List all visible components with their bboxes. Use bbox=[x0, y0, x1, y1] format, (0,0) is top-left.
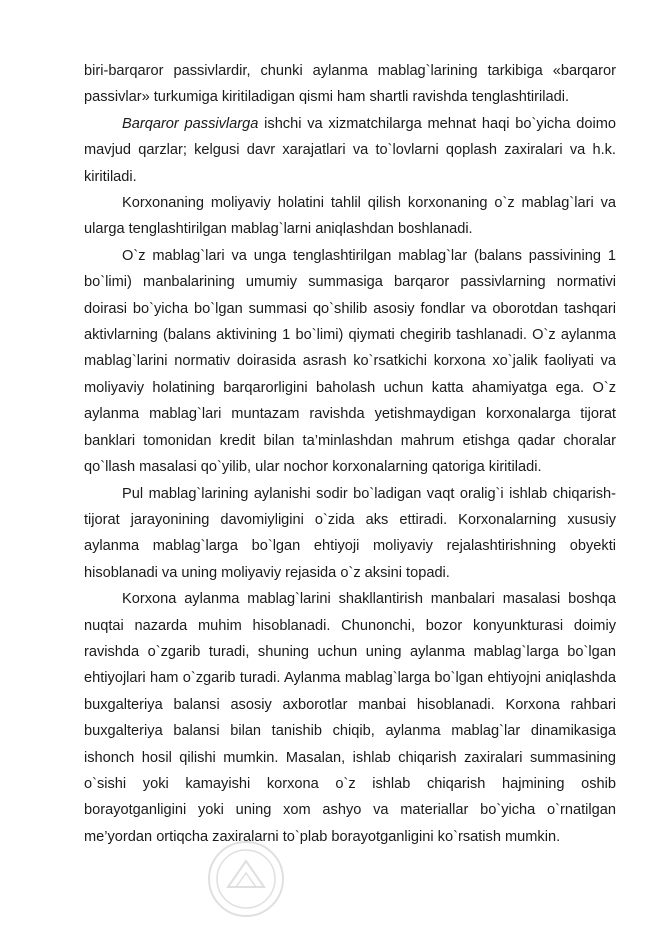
paragraph-2-term: Barqaror passivlarga bbox=[122, 115, 259, 132]
paragraph-4: O`z mablag`lari va unga tenglashtirilgan mablag`lar (balans passivining 1 bo`limi) manbalarining umumiy summasiga barqaror passivlarning normativi doirasi bo`yicha bo`lgan summasi qo`shilib asosiy fondlar va oborotdan tashqari aktivlarning (balans aktivining 1 bo`limi) qiymati chegirib tashlanadi. O`z aylanma mablag`larini normativ doirasida asrash ko`rsatkichi korxona xo`jalik faoliyati va moliyaviy holatining barqarorligini baholash uchun katta ahamiyatga ega. O`z aylanma mablag`lari muntazam ravishda yetishmaydigan korxonalarga tijorat banklari tomonidan kredit bilan ta’minlashdan mahrum etishga qadar choralar qo`llash masalasi qo`yilib, ular nochor korxonalarning qatoriga kiritiladi. bbox=[84, 247, 616, 476]
paragraph-2-body: ishchi va xizmatchilarga mehnat haqi bo`yicha doimo mavjud qarzlar; kelgusi davr xarajatlari va to`lovlarni qoplash zaxiralari va h.k. kiritiladi. bbox=[84, 115, 616, 185]
watermark-logo-icon bbox=[206, 839, 286, 919]
document-page bbox=[84, 58, 616, 850]
paragraph-2 bbox=[84, 111, 616, 190]
paragraph-3: Korxonaning moliyaviy holatini tahlil qilish korxonaning o`z mablag`lari va ularga tenglashtirilgan mablag`larni aniqlashdan boshlanadi. bbox=[84, 195, 616, 238]
paragraph-5: Pul mablag`larining aylanishi sodir bo`ladigan vaqt oralig`i ishlab chiqarish-tijorat jarayonining davomiyligini o`zida aks ettiradi. Korxonalarning xususiy aylanma mablag`larga bo`lgan ehtiyoji moliyaviy rejalashtirishning obyekti hisoblanadi va uning moliyaviy rejasida o`z aksini topadi. bbox=[84, 485, 616, 581]
paragraph-1: biri-barqaror passivlardir, chunki aylanma mablag`larining tarkibiga «barqaror passivlar» turkumiga kiritiladigan qismi ham shartli ravishda tenglashtiriladi. bbox=[84, 63, 616, 106]
paragraph-6: Korxona aylanma mablag`larini shakllantirish manbalari masalasi boshqa nuqtai nazarda muhim hisoblanadi. Chunonchi, bozor konyunkturasi doimiy ravishda o`zgarib turadi, shuning uchun uning aylanma mablag`larga bo`lgan ehtiyojlari ham o`zgarib turadi. Aylanma mablag`larga bo`lgan ehtiyojni aniqlashda buxgalteriya balansi asosiy axborotlar manbai hisoblanadi. Korxona rahbari buxgalteriya balansi bilan tanishib chiqib, aylanma mablag`lar dinamikasiga ishonch hosil qilishi mumkin. Masalan, ishlab chiqarish zaxiralari summasining o`sishi yoki kamayishi korxona o`z ishlab chiqarish hajmining oshib borayotganligini yoki uning xom ashyo va materiallar bo`yicha o`rnatilgan me’yordan ortiqcha zaxiralarni to`plab borayotganligini ko`rsatish mumkin. bbox=[84, 591, 616, 845]
